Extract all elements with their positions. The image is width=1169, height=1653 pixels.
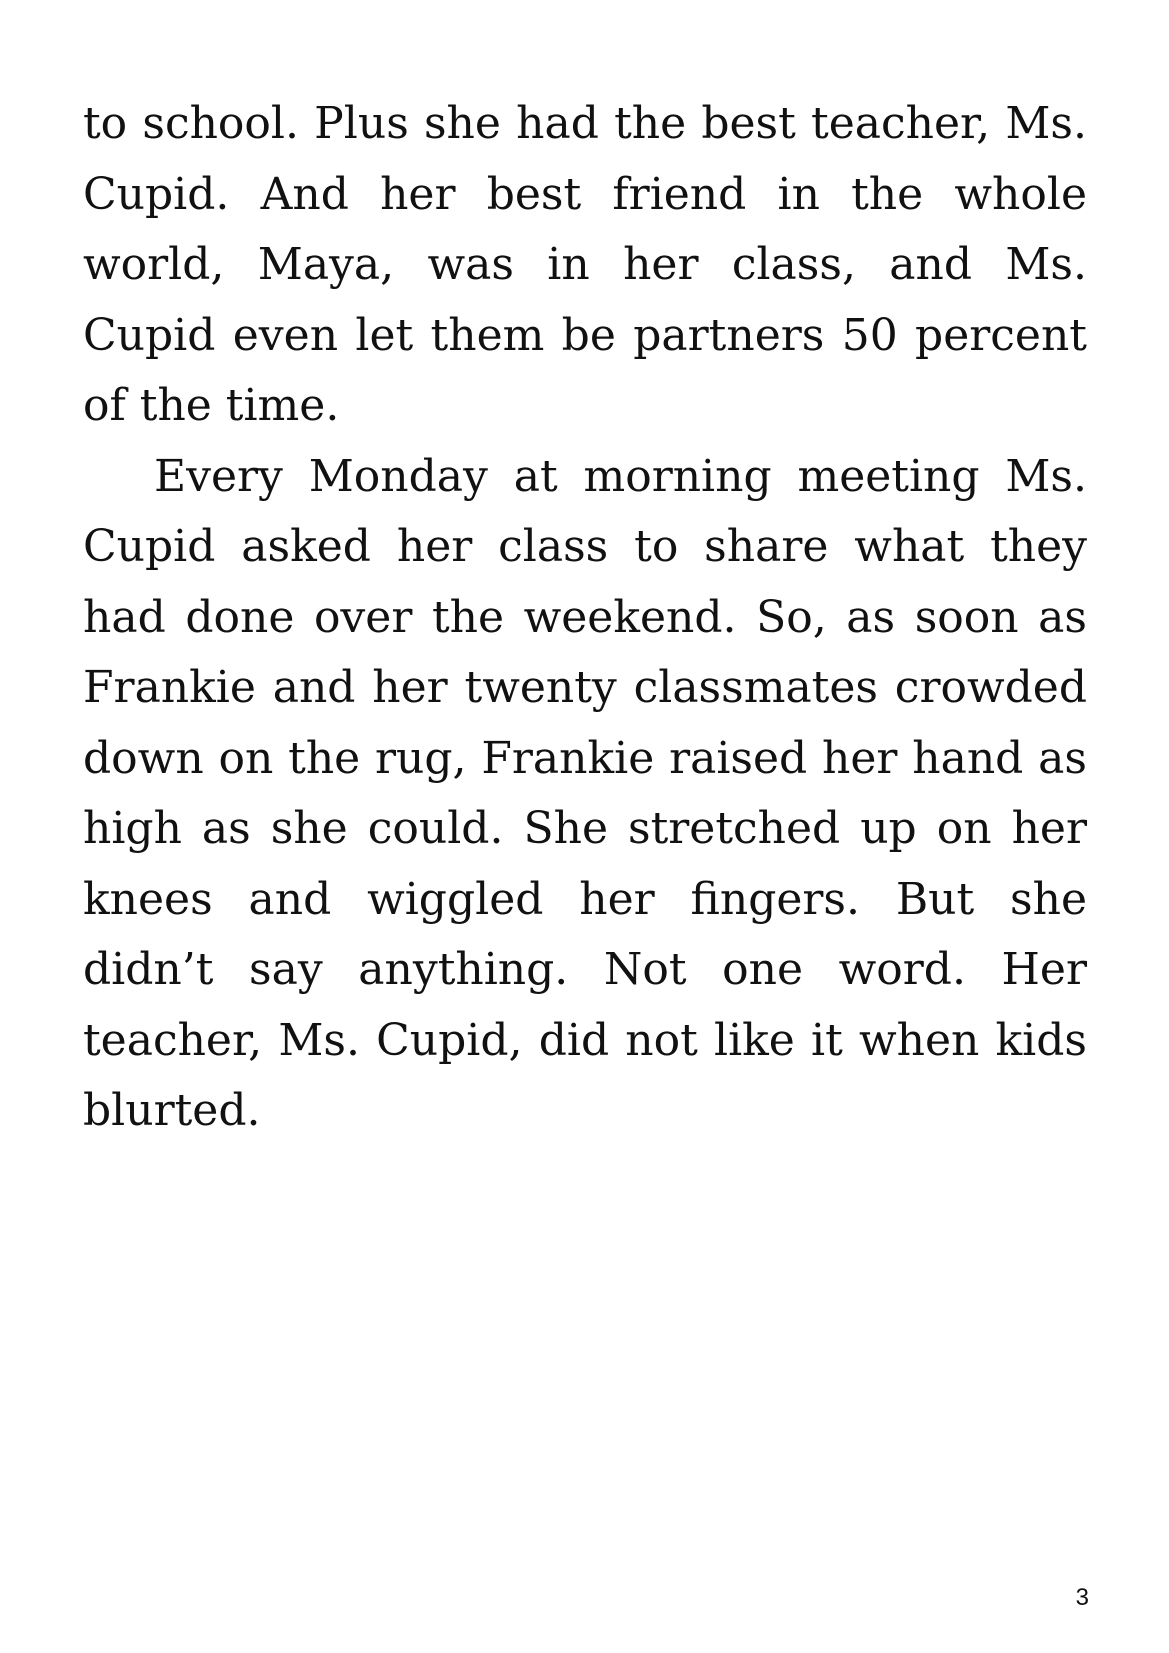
paragraph-1: to school. Plus she had the best teacher, Ms. Cupid. And her best friend in the whole world, Maya, was in her class, and Ms. Cupid even let them be partners 50 percent of the time.: [83, 98, 1087, 431]
body-text: [83, 89, 1087, 1147]
page-number: 3: [1075, 1584, 1089, 1611]
paragraph-2: Every Monday at morning meeting Ms. Cupid asked her class to share what they had done over the weekend. So, as soon as Frankie and her twenty classmates crowded down on the rug, Frankie raised her hand as high as she could. She stretched up on her knees and wiggled her fingers. But she didn’t say anything. Not one word. Her teacher, Ms. Cupid, did not like it when kids blurted.: [83, 450, 1087, 1136]
